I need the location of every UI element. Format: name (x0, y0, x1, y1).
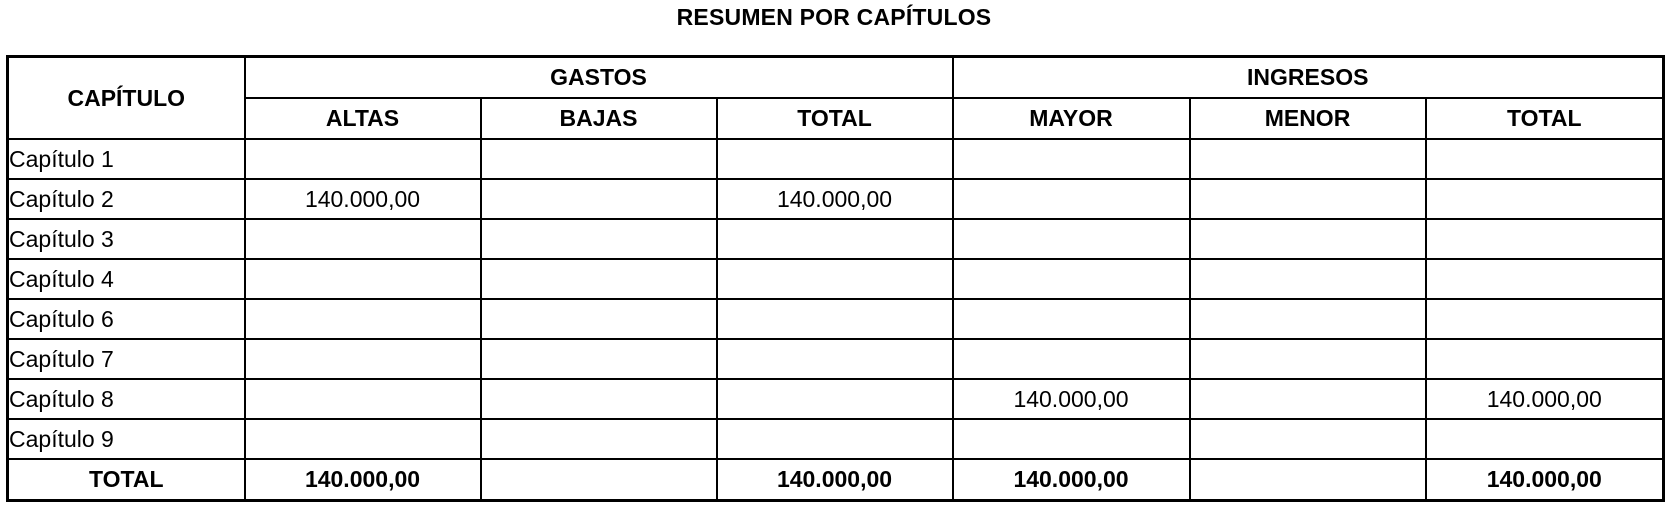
table-row (8, 179, 1664, 219)
bajas-cell (481, 179, 717, 219)
gastos-total-cell (717, 379, 953, 419)
document-title: RESUMEN POR CAPÍTULOS (676, 4, 992, 30)
row-label: Capítulo 9 (8, 419, 245, 459)
ingresos-group-header: INGRESOS (953, 57, 1664, 99)
total-gastos-total-cell: 140.000,00 (717, 459, 953, 501)
total-row-label: TOTAL (8, 459, 245, 501)
ingresos-total-column-header: TOTAL (1426, 98, 1664, 139)
total-bajas-cell (481, 459, 717, 501)
table-body (8, 139, 1664, 501)
gastos-total-cell (717, 139, 953, 179)
menor-cell (1190, 179, 1426, 219)
menor-cell (1190, 419, 1426, 459)
ingresos-total-cell (1426, 259, 1664, 299)
gastos-total-column-header: TOTAL (717, 98, 953, 139)
mayor-cell (953, 139, 1190, 179)
ingresos-total-cell (1426, 419, 1664, 459)
gastos-total-cell (717, 259, 953, 299)
bajas-column-header: BAJAS (481, 98, 717, 139)
summary-table (6, 55, 1665, 502)
total-row (8, 459, 1664, 501)
row-label: Capítulo 7 (8, 339, 245, 379)
mayor-cell (953, 339, 1190, 379)
altas-cell (245, 219, 481, 259)
total-menor-cell (1190, 459, 1426, 501)
bajas-cell (481, 419, 717, 459)
ingresos-total-cell (1426, 219, 1664, 259)
table-row (8, 259, 1664, 299)
altas-cell (245, 339, 481, 379)
ingresos-total-cell (1426, 299, 1664, 339)
mayor-cell: 140.000,00 (953, 379, 1190, 419)
bajas-cell (481, 299, 717, 339)
altas-cell (245, 259, 481, 299)
row-label: Capítulo 2 (8, 179, 245, 219)
gastos-total-cell (717, 299, 953, 339)
altas-cell (245, 379, 481, 419)
ingresos-total-cell: 140.000,00 (1426, 379, 1664, 419)
altas-column-header: ALTAS (245, 98, 481, 139)
altas-cell: 140.000,00 (245, 179, 481, 219)
row-label: Capítulo 4 (8, 259, 245, 299)
total-mayor-cell: 140.000,00 (953, 459, 1190, 501)
menor-cell (1190, 379, 1426, 419)
table-header (8, 57, 1664, 140)
mayor-cell (953, 299, 1190, 339)
mayor-cell (953, 179, 1190, 219)
bajas-cell (481, 379, 717, 419)
gastos-group-header: GASTOS (245, 57, 953, 99)
altas-cell (245, 139, 481, 179)
row-label: Capítulo 3 (8, 219, 245, 259)
table-row (8, 419, 1664, 459)
altas-cell (245, 299, 481, 339)
menor-cell (1190, 139, 1426, 179)
gastos-total-cell (717, 219, 953, 259)
bajas-cell (481, 139, 717, 179)
table-row (8, 379, 1664, 419)
menor-cell (1190, 339, 1426, 379)
mayor-cell (953, 419, 1190, 459)
gastos-total-cell (717, 419, 953, 459)
bajas-cell (481, 219, 717, 259)
total-altas-cell: 140.000,00 (245, 459, 481, 501)
table-row (8, 339, 1664, 379)
table-row (8, 139, 1664, 179)
ingresos-total-cell (1426, 179, 1664, 219)
ingresos-total-cell (1426, 139, 1664, 179)
bajas-cell (481, 339, 717, 379)
bajas-cell (481, 259, 717, 299)
mayor-column-header: MAYOR (953, 98, 1190, 139)
table-row (8, 299, 1664, 339)
table-row (8, 219, 1664, 259)
menor-cell (1190, 299, 1426, 339)
row-label: Capítulo 6 (8, 299, 245, 339)
gastos-total-cell (717, 339, 953, 379)
gastos-total-cell: 140.000,00 (717, 179, 953, 219)
row-label: Capítulo 1 (8, 139, 245, 179)
menor-cell (1190, 219, 1426, 259)
capitulo-column-header: CAPÍTULO (8, 57, 245, 140)
altas-cell (245, 419, 481, 459)
menor-cell (1190, 259, 1426, 299)
menor-column-header: MENOR (1190, 98, 1426, 139)
total-ingresos-total-cell: 140.000,00 (1426, 459, 1664, 501)
row-label: Capítulo 8 (8, 379, 245, 419)
mayor-cell (953, 259, 1190, 299)
mayor-cell (953, 219, 1190, 259)
ingresos-total-cell (1426, 339, 1664, 379)
